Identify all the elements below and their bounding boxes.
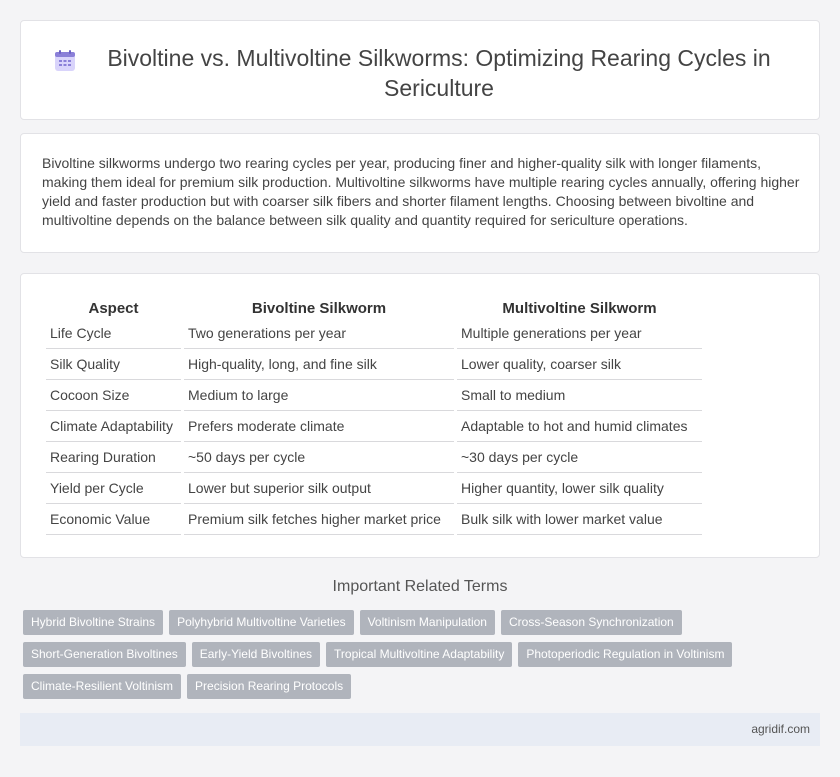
table-cell: Premium silk fetches higher market price: [184, 504, 454, 535]
table-cell: Multiple generations per year: [457, 318, 702, 349]
page-title: Bivoltine vs. Multivoltine Silkworms: Optimizing Rearing Cycles in Sericulture: [107, 45, 771, 101]
table-row: [46, 349, 702, 380]
table-row: [46, 504, 702, 535]
table-cell: Life Cycle: [46, 318, 181, 349]
table-row: [46, 380, 702, 411]
table-cell: Two generations per year: [184, 318, 454, 349]
table-cell: High-quality, long, and fine silk: [184, 349, 454, 380]
table-cell: ~30 days per cycle: [457, 442, 702, 473]
related-terms-title: Important Related Terms: [332, 578, 508, 595]
table-cell: Adaptable to hot and humid climates: [457, 411, 702, 442]
related-term-tag[interactable]: Polyhybrid Multivoltine Varieties: [169, 610, 354, 635]
related-term-tag[interactable]: Hybrid Bivoltine Strains: [23, 610, 163, 635]
header-card: [20, 20, 820, 120]
table-cell: Yield per Cycle: [46, 473, 181, 504]
table-cell: Prefers moderate climate: [184, 411, 454, 442]
related-term-tag[interactable]: Photoperiodic Regulation in Voltinism: [518, 642, 732, 667]
comparison-card: [20, 273, 820, 558]
tag-row: [23, 642, 803, 674]
related-term-tag[interactable]: Tropical Multivoltine Adaptability: [326, 642, 512, 667]
column-header-aspect: Aspect: [88, 299, 139, 317]
tag-row: [23, 674, 803, 706]
intro-card: [20, 133, 820, 253]
table-cell: Economic Value: [46, 504, 181, 535]
related-term-tag[interactable]: Cross-Season Synchronization: [501, 610, 682, 635]
table-header-row: [46, 297, 702, 318]
related-term-tag[interactable]: Climate-Resilient Voltinism: [23, 674, 181, 699]
table-cell: Medium to large: [184, 380, 454, 411]
comparison-table: [43, 297, 705, 535]
table-cell: Cocoon Size: [46, 380, 181, 411]
column-header-multivoltine: Multivoltine Silkworm: [502, 299, 657, 317]
column-header-bivoltine: Bivoltine Silkworm: [251, 299, 387, 317]
title-row: [21, 43, 819, 103]
table-cell: Lower but superior silk output: [184, 473, 454, 504]
intro-paragraph: Bivoltine silkworms undergo two rearing cycles per year, producing finer and higher-quality silk with longer filaments, making them ideal for premium silk production. Multivoltine silkworms have multiple rearing cycles annually, offering higher yield and faster production but with coarser silk fibers and shorter filament lengths. Choosing between bivoltine and multivoltine depends on the balance between silk quality and quantity required for sericulture operations.: [42, 155, 800, 228]
related-term-tag[interactable]: Precision Rearing Protocols: [187, 674, 351, 699]
table-row: [46, 411, 702, 442]
table-cell: Lower quality, coarser silk: [457, 349, 702, 380]
table-row: [46, 473, 702, 504]
table-cell: Rearing Duration: [46, 442, 181, 473]
calendar-icon: [53, 49, 77, 73]
table-row: [46, 318, 702, 349]
table-cell: Bulk silk with lower market value: [457, 504, 702, 535]
related-term-tag[interactable]: Early-Yield Bivoltines: [192, 642, 320, 667]
table-cell: ~50 days per cycle: [184, 442, 454, 473]
table-cell: Silk Quality: [46, 349, 181, 380]
table-cell: Higher quantity, lower silk quality: [457, 473, 702, 504]
table-row: [46, 442, 702, 473]
footer-site-link[interactable]: agridif.com: [751, 722, 810, 736]
table-cell: Small to medium: [457, 380, 702, 411]
tag-row: [23, 610, 803, 642]
related-terms-list: [23, 610, 803, 706]
related-term-tag[interactable]: Short-Generation Bivoltines: [23, 642, 186, 667]
footer-bar: [20, 713, 820, 746]
table-cell: Climate Adaptability: [46, 411, 181, 442]
related-term-tag[interactable]: Voltinism Manipulation: [360, 610, 495, 635]
